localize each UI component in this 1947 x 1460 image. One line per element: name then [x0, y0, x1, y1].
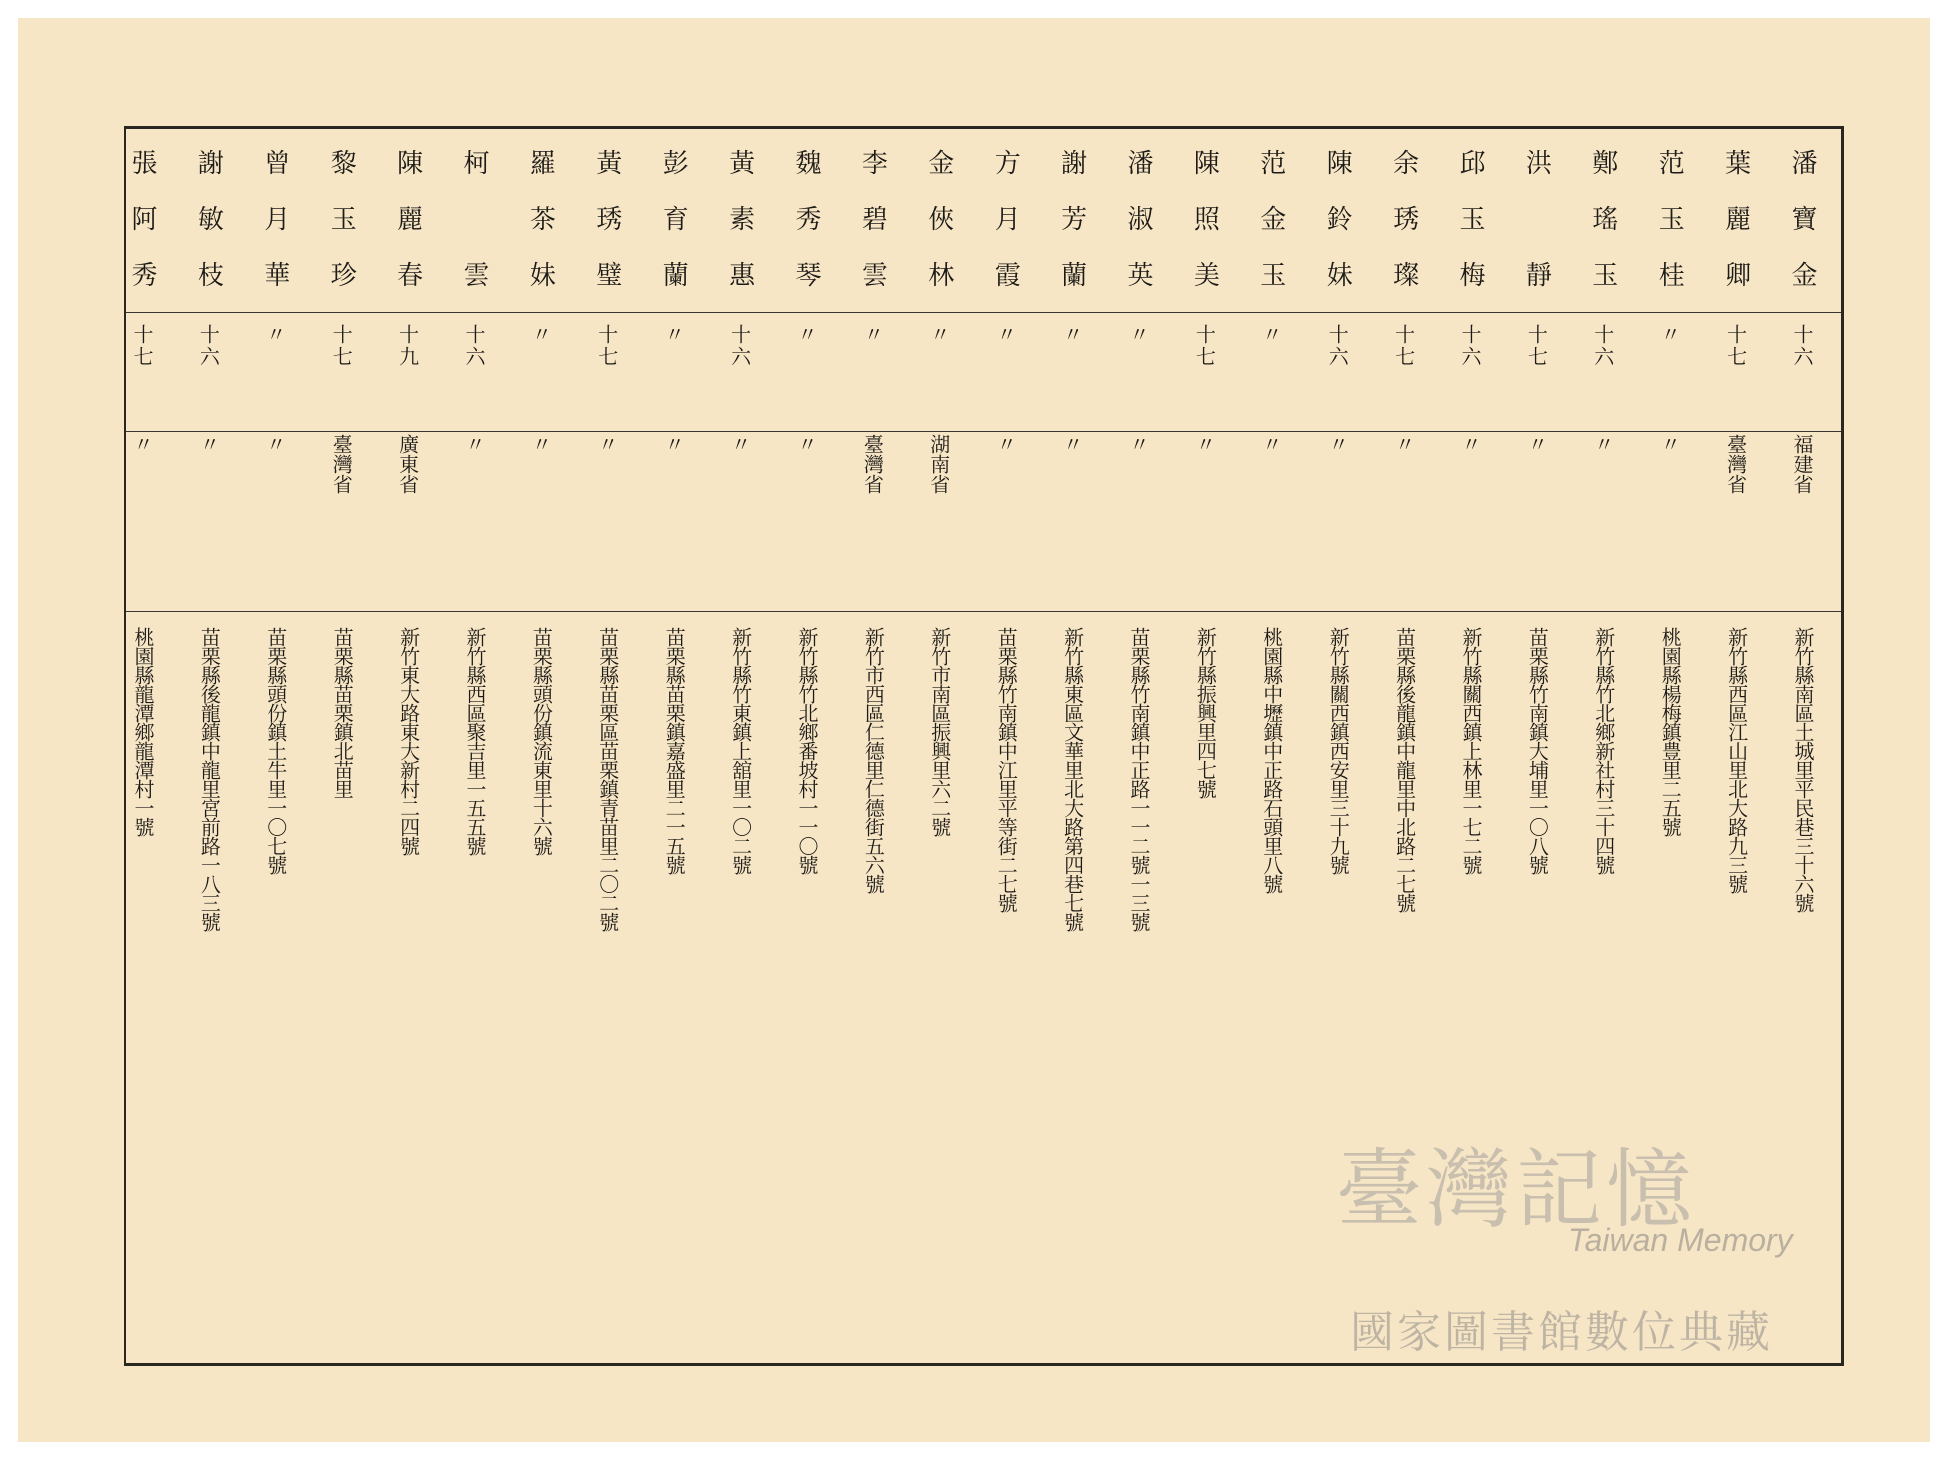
- person-age: 〃: [993, 324, 1018, 346]
- record-column: [512, 129, 578, 1363]
- record-column: [180, 129, 246, 1363]
- person-name: 陳鈴妹: [1322, 149, 1353, 317]
- person-name: 潘淑英: [1123, 149, 1153, 317]
- person-age: 十七: [1192, 324, 1217, 368]
- record-column: [1110, 129, 1176, 1363]
- person-address: 苗栗縣頭份鎮流東里十六號: [529, 627, 554, 855]
- person-name: 黃素惠: [724, 149, 755, 317]
- person-address: 苗栗縣後龍鎮中龍里中北路二七號: [1392, 627, 1417, 912]
- person-province: 〃: [1126, 434, 1150, 454]
- person-province: 〃: [1391, 434, 1416, 454]
- person-age: 十七: [1391, 324, 1416, 368]
- person-name: 陳麗春: [392, 149, 423, 317]
- person-province: 〃: [1657, 434, 1682, 454]
- person-province: 福建省: [1790, 434, 1814, 494]
- person-province: 臺灣省: [1723, 434, 1748, 494]
- person-province: 〃: [1590, 434, 1615, 454]
- record-column: [1774, 129, 1840, 1363]
- person-name: 謝芳蘭: [1056, 149, 1087, 317]
- person-name: 黃琇璧: [591, 149, 622, 317]
- person-address: 新竹縣竹北鄉番坡村一一〇號: [795, 627, 819, 874]
- record-column: [313, 129, 379, 1363]
- record-column: [911, 129, 977, 1363]
- scanned-page: [18, 18, 1930, 1442]
- person-age: 〃: [860, 324, 885, 346]
- person-age: 十七: [1524, 324, 1549, 368]
- person-name: 彭育蘭: [658, 149, 689, 317]
- person-address: 新竹縣振興里四七號: [1193, 627, 1218, 798]
- person-province: 〃: [528, 434, 553, 454]
- person-province: 〃: [196, 434, 221, 454]
- person-address: 新竹東大路東大新村二四號: [396, 627, 421, 855]
- person-age: 十六: [462, 324, 486, 368]
- person-age: 〃: [661, 324, 686, 346]
- person-age: 十六: [1790, 324, 1814, 368]
- person-address: 苗栗縣頭份鎮土牛里一〇七號: [263, 627, 288, 874]
- person-address: 新竹縣竹東鎮上舘里一〇二號: [728, 627, 753, 874]
- person-age: 〃: [1657, 324, 1682, 346]
- person-address: 新竹市西區仁德里仁德街五六號: [861, 627, 886, 893]
- person-age: 十七: [130, 324, 154, 368]
- person-age: 〃: [528, 324, 553, 346]
- watermark-organization: 國家圖書館數位典藏: [1350, 1307, 1773, 1358]
- person-province: 廣東省: [395, 434, 420, 494]
- record-column: [712, 129, 778, 1363]
- person-address: 桃園縣楊梅鎮豊里二五號: [1658, 627, 1683, 836]
- person-age: 十七: [329, 324, 354, 368]
- person-age: 十七: [1723, 324, 1748, 368]
- person-name: 金俠林: [923, 149, 954, 317]
- person-province: 臺灣省: [860, 434, 885, 494]
- person-name: 范玉桂: [1654, 149, 1685, 317]
- person-address: 苗栗縣竹南鎮中正路一一二號一三號: [1127, 627, 1151, 931]
- record-column: [977, 129, 1043, 1363]
- person-name: 葉麗卿: [1720, 149, 1751, 317]
- person-province: 〃: [1258, 434, 1283, 454]
- record-column: [114, 129, 180, 1363]
- person-province: 〃: [130, 434, 154, 454]
- person-address: 新竹市南區振興里六二號: [927, 627, 952, 836]
- person-address: 苗栗縣竹南鎮中江里平等街二七號: [994, 627, 1019, 912]
- record-column: [778, 129, 844, 1363]
- person-province: 〃: [727, 434, 752, 454]
- person-name: 余琇璨: [1388, 149, 1419, 317]
- person-address: 新竹縣關西鎮上林里一七二號: [1459, 627, 1483, 874]
- person-address: 新竹縣南區土城里平民巷三十六號: [1791, 627, 1815, 912]
- person-age: 十六: [1458, 324, 1482, 368]
- person-name: 潘寶金: [1787, 149, 1817, 317]
- record-column: [1708, 129, 1774, 1363]
- record-column: [579, 129, 645, 1363]
- person-name: 洪 靜: [1521, 149, 1552, 317]
- person-address: 新竹縣東區文華里北大路第四巷七號: [1060, 627, 1085, 931]
- person-age: 十六: [1590, 324, 1615, 368]
- person-address: 桃園縣龍潭鄉龍潭村一號: [131, 627, 155, 836]
- person-province: 〃: [594, 434, 619, 454]
- person-name: 李碧雲: [857, 149, 888, 317]
- person-province: 臺灣省: [329, 434, 354, 494]
- record-column: [446, 129, 512, 1363]
- person-age: 〃: [262, 324, 287, 346]
- person-address: 桃園縣中壢鎮中正路石頭里八號: [1259, 627, 1284, 893]
- person-name: 柯 雲: [459, 149, 489, 317]
- person-province: 〃: [993, 434, 1018, 454]
- person-name: 邱玉梅: [1455, 149, 1485, 317]
- person-province: 〃: [1524, 434, 1549, 454]
- person-name: 羅茶妹: [525, 149, 556, 317]
- person-name: 方月霞: [990, 149, 1021, 317]
- person-address: 苗栗縣苗栗區苗栗鎮青苗里二〇二號: [595, 627, 620, 931]
- watermark-logo-chinese: 臺灣記憶: [1336, 1140, 1696, 1240]
- person-province: 〃: [1059, 434, 1084, 454]
- record-column: [1243, 129, 1309, 1363]
- person-address: 新竹縣竹北鄉新社村三十四號: [1591, 627, 1616, 874]
- person-address: 新竹縣西區聚吉里一五五號: [463, 627, 487, 855]
- person-province: 〃: [1325, 434, 1350, 454]
- person-province: 〃: [794, 434, 818, 454]
- person-province: 湖南省: [926, 434, 951, 494]
- person-age: 〃: [1059, 324, 1084, 346]
- person-province: 〃: [1192, 434, 1217, 454]
- person-address: 苗栗縣苗栗鎮嘉盛里二一五號: [662, 627, 687, 874]
- record-column: [380, 129, 446, 1363]
- person-age: 十六: [1325, 324, 1350, 368]
- person-age: 十六: [196, 324, 221, 368]
- person-province: 〃: [262, 434, 287, 454]
- person-name: 黎玉珍: [326, 149, 357, 317]
- person-province: 〃: [462, 434, 486, 454]
- person-age: 〃: [794, 324, 818, 346]
- person-name: 謝敏枝: [193, 149, 224, 317]
- person-address: 新竹縣西區江山里北大路九三號: [1724, 627, 1749, 893]
- person-age: 十七: [594, 324, 619, 368]
- person-address: 苗栗縣苗栗鎮北苗里: [330, 627, 355, 798]
- person-age: 〃: [926, 324, 951, 346]
- person-name: 張阿秀: [127, 149, 157, 317]
- person-name: 陳照美: [1189, 149, 1220, 317]
- person-address: 新竹縣關西鎮西安里三十九號: [1326, 627, 1351, 874]
- person-name: 范金玉: [1255, 149, 1286, 317]
- record-column: [247, 129, 313, 1363]
- record-column: [844, 129, 910, 1363]
- record-column: [1044, 129, 1110, 1363]
- person-age: 十六: [727, 324, 752, 368]
- person-province: 〃: [1458, 434, 1482, 454]
- record-column: [645, 129, 711, 1363]
- person-address: 苗栗縣後龍鎮中龍里宮前路一八三號: [197, 627, 222, 931]
- person-name: 鄭瑤玉: [1587, 149, 1618, 317]
- watermark-logo-english: Taiwan Memory: [1568, 1222, 1793, 1258]
- record-column: [1176, 129, 1242, 1363]
- person-address: 苗栗縣竹南鎮大埔里一〇八號: [1525, 627, 1550, 874]
- person-name: 魏秀琴: [791, 149, 821, 317]
- person-province: 〃: [661, 434, 686, 454]
- person-age: 〃: [1258, 324, 1283, 346]
- person-name: 曾月華: [259, 149, 290, 317]
- person-age: 十九: [395, 324, 420, 368]
- person-age: 〃: [1126, 324, 1150, 346]
